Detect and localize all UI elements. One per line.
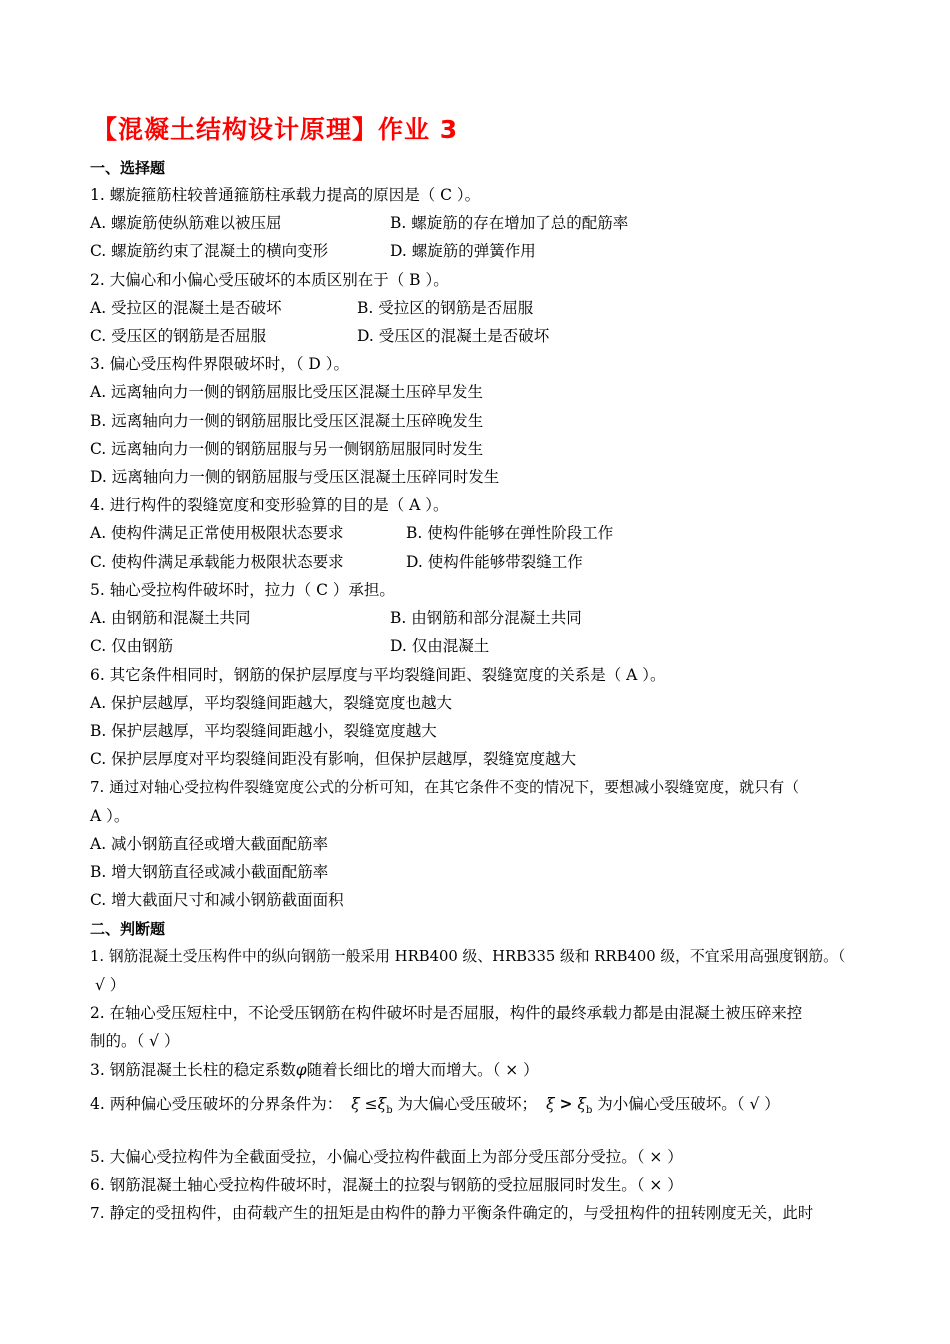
judge-6: 6. 钢筋混凝土轴心受拉构件破坏时，混凝土的拉裂与钢筋的受拉屈服同时发生。（ × ）: [90, 1176, 683, 1194]
condition-small-eccentric: $\xi > \xi_b$: [545, 1094, 593, 1116]
phi-symbol: φ: [295, 1061, 307, 1079]
judge-2: 2. 在轴心受压短柱中，不论受压钢筋在构件破坏时是否屈服，构件的最终承载力都是由混凝土被压碎来控: [90, 1004, 803, 1022]
q2-option-b: B. 受拉区的钢筋是否屈服: [357, 299, 534, 317]
q7-option-a: A. 减小钢筋直径或增大截面配筋率: [90, 835, 329, 853]
q4-option-d: D. 使构件能够带裂缝工作: [406, 553, 583, 571]
q3-option-c: C. 远离轴向力一侧的钢筋屈服与另一侧钢筋屈服同时发生: [90, 440, 484, 458]
judge-3: [90, 1060, 539, 1080]
judge-1: 1. 钢筋混凝土受压构件中的纵向钢筋一般采用 HRB400 级、HRB335 级和 RRB400 级，不宜采用高强度钢筋。（: [90, 948, 846, 965]
judge-3-pre: 3. 钢筋混凝土长柱的稳定系数: [90, 1061, 296, 1079]
condition-large-eccentric: $\xi \le\xi_b$: [351, 1095, 393, 1116]
q5-option-a: A. 由钢筋和混凝土共同: [90, 609, 251, 627]
q4-option-a: A. 使构件满足正常使用极限状态要求: [90, 524, 344, 542]
question-2: 2. 大偏心和小偏心受压破坏的本质区别在于（ B ）。: [90, 271, 449, 289]
q4-option-b: B. 使构件能够在弹性阶段工作: [406, 524, 614, 542]
judge-4-post: 为小偏心受压破坏。（ √ ）: [597, 1095, 780, 1113]
judge-2-cont: 制的。（ √ ）: [90, 1032, 180, 1050]
q1-option-b: B. 螺旋筋的存在增加了总的配筋率: [390, 214, 629, 232]
q3-option-b: B. 远离轴向力一侧的钢筋屈服比受压区混凝土压碎晚发生: [90, 412, 484, 430]
q6-option-a: A. 保护层越厚，平均裂缝间距越大，裂缝宽度也越大: [90, 694, 453, 712]
q2-option-d: D. 受压区的混凝土是否破坏: [357, 327, 550, 345]
judge-3-post: 随着长细比的增大而增大。（ × ）: [306, 1061, 539, 1079]
q6-option-c: C. 保护层厚度对平均裂缝间距没有影响，但保护层越厚，裂缝宽度越大: [90, 750, 577, 768]
q5-option-d: D. 仅由混凝土: [390, 637, 490, 655]
q5-option-c: C. 仅由钢筋: [90, 637, 174, 655]
question-3: 3. 偏心受压构件界限破坏时，（ D ）。: [90, 355, 349, 373]
q7-option-b: B. 增大钢筋直径或减小截面配筋率: [90, 863, 329, 881]
question-7-cont: A ）。: [90, 807, 130, 825]
q6-option-b: B. 保护层越厚，平均裂缝间距越小，裂缝宽度越大: [90, 722, 437, 740]
judge-7: 7. 静定的受扭构件，由荷载产生的扭矩是由构件的静力平衡条件确定的，与受扭构件的扭转刚度无关，此时: [90, 1204, 814, 1222]
q3-option-d: D. 远离轴向力一侧的钢筋屈服与受压区混凝土压碎同时发生: [90, 468, 500, 486]
judge-4: [90, 1094, 780, 1121]
judge-5: 5. 大偏心受拉构件为全截面受拉，小偏心受拉构件截面上为部分受压部分受拉。（ × ）: [90, 1148, 683, 1166]
q1-option-d: D. 螺旋筋的弹簧作用: [390, 242, 536, 260]
q4-option-c: C. 使构件满足承载能力极限状态要求: [90, 553, 344, 571]
question-1: 1. 螺旋箍筋柱较普通箍筋柱承载力提高的原因是（ C ）。: [90, 186, 481, 204]
q7-option-c: C. 增大截面尺寸和减小钢筋截面面积: [90, 891, 344, 909]
section-heading-choice: 一、选择题: [90, 159, 166, 177]
q2-option-c: C. 受压区的钢筋是否屈服: [90, 327, 267, 345]
question-6: 6. 其它条件相同时，钢筋的保护层厚度与平均裂缝间距、裂缝宽度的关系是（ A ）。: [90, 666, 666, 684]
q1-option-c: C. 螺旋筋约束了混凝土的横向变形: [90, 242, 329, 260]
page-title: 【混凝土结构设计原理】作业 3: [92, 115, 459, 144]
q5-option-b: B. 由钢筋和部分混凝土共同: [390, 609, 582, 627]
question-7: 7. 通过对轴心受拉构件裂缝宽度公式的分析可知，在其它条件不变的情况下，要想减小裂缝宽度，就只有（: [90, 778, 800, 796]
q2-option-a: A. 受拉区的混凝土是否破坏: [90, 299, 282, 317]
judge-4-pre: 4. 两种偏心受压破坏的分界条件为：: [90, 1095, 343, 1113]
q3-option-a: A. 远离轴向力一侧的钢筋屈服比受压区混凝土压碎早发生: [90, 383, 484, 401]
q1-option-a: A. 螺旋筋使纵筋难以被压屈: [90, 214, 282, 232]
question-5: 5. 轴心受拉构件破坏时，拉力（ C ）承担。: [90, 581, 395, 599]
judge-1-cont: √ ）: [95, 976, 126, 994]
section-heading-judge: 二、判断题: [90, 920, 166, 938]
question-4: 4. 进行构件的裂缝宽度和变形验算的目的是（ A ）。: [90, 496, 449, 514]
judge-4-mid: 为大偏心受压破坏；: [397, 1095, 538, 1113]
